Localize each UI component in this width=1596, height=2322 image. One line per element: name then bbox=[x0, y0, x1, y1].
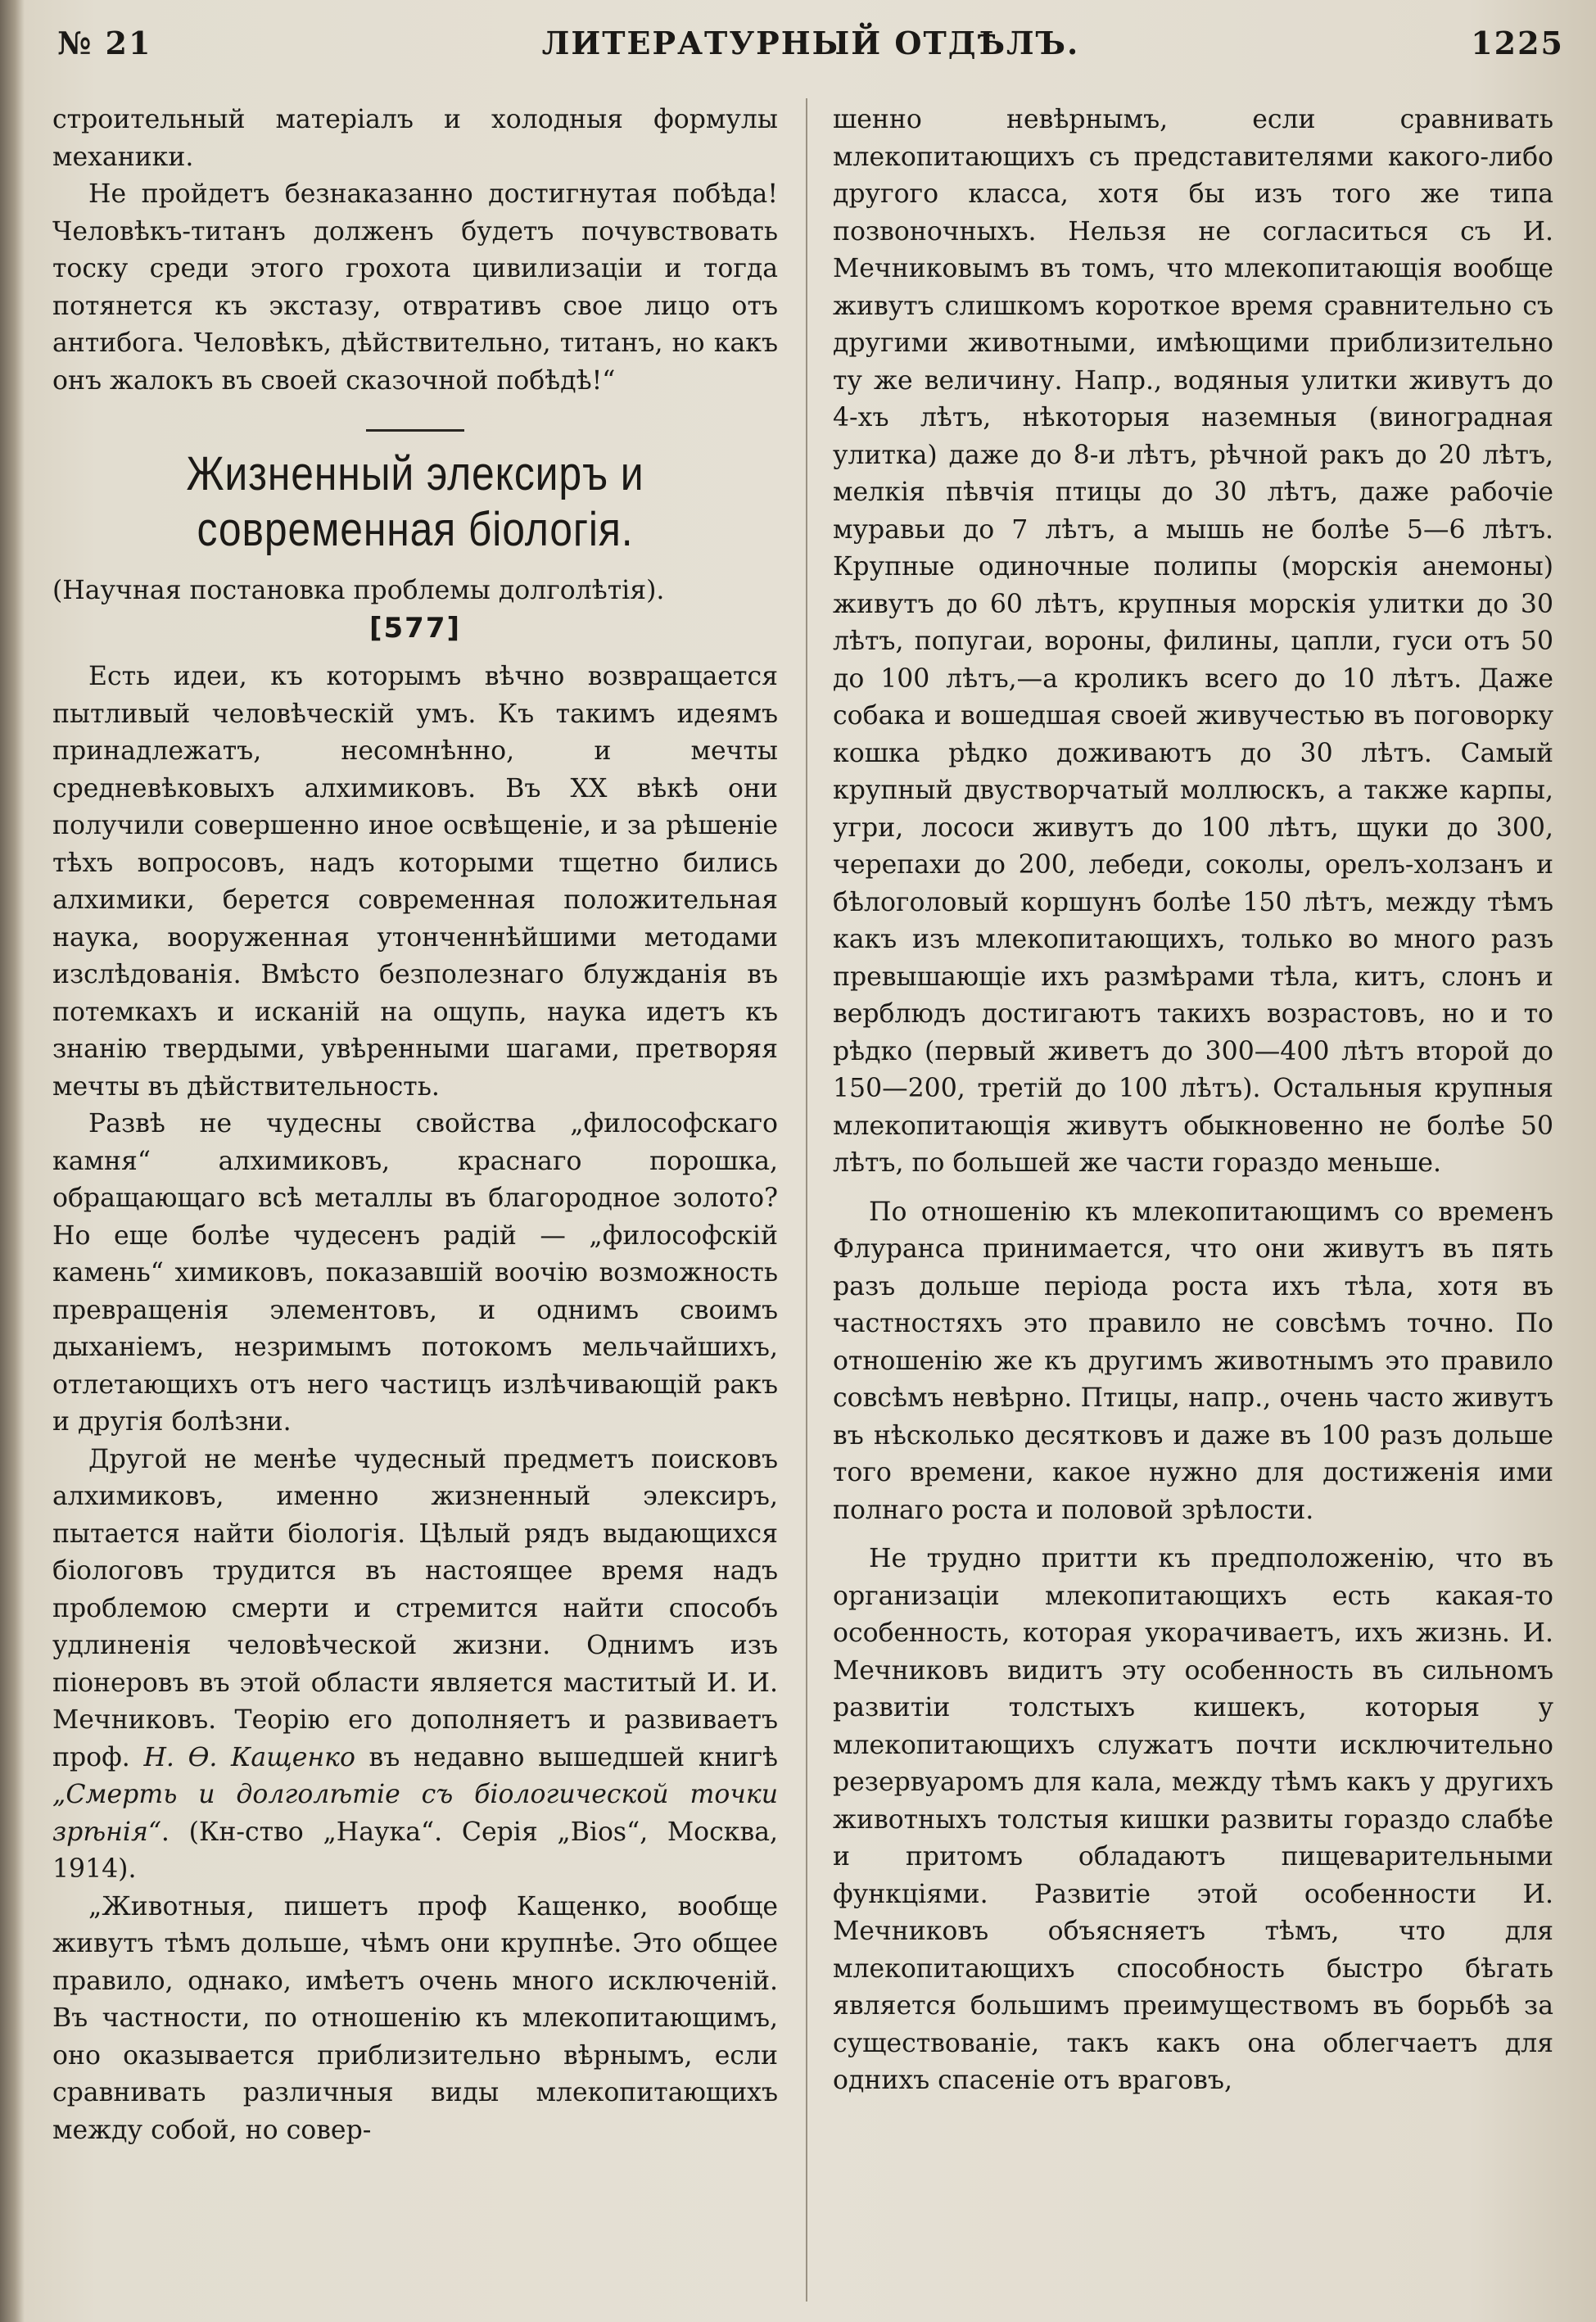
paragraph: Есть идеи, къ которымъ вѣчно возвращается пытливый человѣческій умъ. Къ такимъ идеямъ принадлежатъ, несомнѣнно, и мечты средневѣковыхъ алхимиковъ. Въ XX вѣкѣ они получили совершенно иное освѣщеніе, и за рѣшеніе тѣхъ вопросовъ, надъ которыми тщетно бились алхимики, берется современная положительная наука, вооруженная утонченнѣйшими методами изслѣдованія. Вмѣсто безполезнаго блужданія въ потемкахъ и исканій на ощупь, наука идетъ къ знанію твердыми, увѣренными шагами, претворяя мечты въ дѣйствительность. bbox=[52, 662, 778, 1102]
paragraph: строительный матеріалъ и холодныя формулы механики. bbox=[52, 105, 778, 172]
issue-number: № 21 bbox=[57, 25, 152, 61]
paragraph: По отношенію къ млекопитающимъ со временъ Флуранса принимается, что они живутъ въ пять разъ дольше періода роста ихъ тѣла, хотя въ частностяхъ это правило не совсѣмъ точно. По отношенію же къ другимъ животнымъ это правило совсѣмъ невѣрно. Птицы, напр., очень часто живутъ въ нѣсколько десятковъ и даже въ 100 разъ дольше того времени, какое нужно для достиженія ими полнаго роста и половой зрѣлости. bbox=[833, 1197, 1553, 1525]
text-run: въ недавно вышедшей книгѣ bbox=[355, 1742, 778, 1772]
column-divider bbox=[806, 98, 807, 2302]
paragraph: шенно невѣрнымъ, если сравнивать млекопитающихъ съ представителями какого-либо другого класса, хотя бы изъ того же типа позвоночныхъ. Нельзя не согласиться съ И. Мечниковымъ въ томъ, что млекопитающія вообще живутъ слишкомъ короткое время сравнительно съ другими животными, имѣющими приблизительно ту же величину. Напр., водяныя улитки живутъ до 4-хъ лѣтъ, нѣкоторыя наземныя (виноградная улитка) даже до 8-и лѣтъ, рѣчной ракъ до 20 лѣтъ, мелкія пѣвчія птицы до 30 лѣтъ, даже рабочіе муравьи до 7 лѣтъ, а мышь не болѣе 5—6 лѣтъ. Крупные одиночные полипы (морскія анемоны) живутъ до 60 лѣтъ, крупныя морскія улитки до 30 лѣтъ, попугаи, вороны, филины, цапли, гуси отъ 50 до 100 лѣтъ,—а кроликъ всего до 10 лѣтъ. Даже собака и вошедшая своей живучестью въ поговорку кошка рѣдко доживаютъ до 30 лѣтъ. Самый крупный двустворчатый моллюскъ, а также карпы, угри, лососи живутъ до 100 лѣтъ, щуки до 300, черепахи до 200, лебеди, соколы, орелъ-холзанъ и бѣлоголовый коршунъ болѣе 150 лѣтъ, между тѣмъ какъ изъ млекопитающихъ, только во много разъ превышающіе ихъ размѣрами тѣла, китъ, слонъ и верблюдъ достигаютъ такихъ возрастовъ, но и то рѣдко (первый живетъ до 300—400 лѣтъ второй до 150—200, третій до 100 лѣтъ). Остальныя крупныя млекопитающія живутъ обыкновенно не болѣе 50 лѣтъ, по большей же части гораздо меньше. bbox=[833, 105, 1553, 1178]
paragraph bbox=[52, 1442, 778, 1889]
book-title: „Смерть и долголѣтіе съ біологической точки зрѣнія“ bbox=[52, 1780, 778, 1847]
paragraph: Развѣ не чудесны свойства „философскаго камня“ алхимиковъ, краснаго порошка, обращающаго всѣ металлы въ благородное золото? Но еще болѣе чудесенъ радій — „философскій камень“ химиковъ, показавшій воочію возможность превращенія элементовъ, и однимъ своимъ дыханіемъ, незримымъ потокомъ мельчайшихъ, отлетающихъ отъ него частицъ излѣчивающій ракъ и другія болѣзни. bbox=[52, 1109, 778, 1437]
section-divider bbox=[366, 429, 464, 432]
author-name: Н. Ѳ. Кащенко bbox=[143, 1742, 355, 1772]
binding-shadow bbox=[0, 0, 25, 2322]
page-number: 1225 bbox=[1471, 25, 1564, 61]
paragraph: Не трудно притти къ предположенію, что въ организаціи млекопитающихъ есть какая-то особенность, которая укорачиваетъ, ихъ жизнь. И. Мечниковъ видитъ эту особенность въ сильномъ развитіи толстыхъ кишекъ, которыя у млекопитающихъ служатъ почти исключительно резервуаромъ для кала, между тѣмъ какъ у другихъ животныхъ толстыя кишки развиты гораздо слабѣе и притомъ обладаютъ пищеварительными функціями. Развитіе этой особенности И. Мечниковъ объясняетъ тѣмъ, что для млекопитающихъ способность быстро бѣгать является большимъ преимуществомъ въ борьбѣ за существованіе, такъ какъ она облегчаетъ для однихъ спасеніе отъ враговъ, bbox=[833, 1544, 1553, 2095]
left-column bbox=[52, 102, 778, 2149]
right-column bbox=[833, 102, 1553, 2100]
article-title: Жизненный элексиръ и современная біологія. bbox=[186, 447, 644, 556]
text-run: Другой не менѣе чудесный предметъ поисковъ алхимиковъ, именно жизненный элексиръ, пытается найти біологія. Цѣлый рядъ выдающихся біологовъ трудится въ настоящее время надъ проблемою смерти и стремится найти способъ удлиненія человѣческой жизни. Однимъ изъ піонеровъ въ этой области является маститый И. И. Мечниковъ. Теорію его дополняетъ и развиваетъ проф. bbox=[52, 1444, 778, 1772]
paragraph: Не пройдетъ безнаказанно достигнутая побѣда! Человѣкъ-титанъ долженъ будетъ почувствовать тоску среди этого грохота цивилизаціи и тогда потянется къ экстазу, отвративъ свое лицо отъ антибога. Человѣкъ, дѣйствительно, титанъ, но какъ онъ жалокъ въ своей сказочной побѣдѣ!“ bbox=[52, 179, 778, 396]
text-run: . (Кн-ство „Наука“. Серія „Bios“, Москва, 1914). bbox=[52, 1817, 778, 1884]
article-subtitle: (Научная постановка проблемы долголѣтія). bbox=[52, 576, 665, 605]
section-title: ЛИТЕРАТУРНЫЙ ОТДѢЛЪ. bbox=[541, 25, 1080, 61]
article-code: [577] bbox=[368, 611, 462, 645]
running-header bbox=[57, 25, 1564, 70]
paragraph: „Животныя, пишетъ проф Кащенко, вообще живутъ тѣмъ дольше, чѣмъ они крупнѣе. Это общее правило, однако, имѣетъ очень много исключеній. Въ частности, по отношенію къ млекопитающимъ, оно оказывается приблизительно вѣрнымъ, если сравнивать различныя виды млекопитающихъ между собой, но совер- bbox=[52, 1891, 778, 2145]
